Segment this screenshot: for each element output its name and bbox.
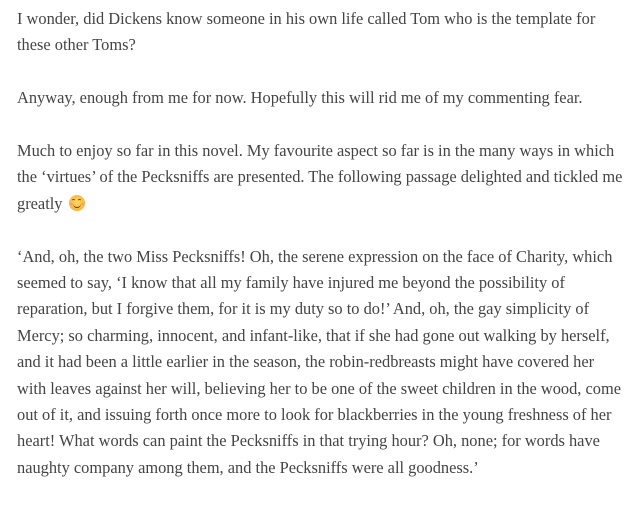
comment-body [17, 6, 623, 508]
comment-paragraph-3-text: Much to enjoy so far in this novel. My favourite aspect so far is in the many ways in which the ‘virtues’ of the Pecksniffs are presented. The following passage delighted and tickled me greatly [17, 141, 623, 213]
comment-quote-text: ‘And, oh, the two Miss Pecksniffs! Oh, the serene expression on the face of Charity, which seemed to say, ‘I know that all my family have injured me beyond the possibility of reparation, but I forgive them, for it is my duty so to do!’ And, oh, the gay simplicity of Mercy; so charming, innocent, and infant-like, that if she had gone out walking by herself, and it had been a little earlier in the season, the robin-redbreasts might have covered her with leaves against her will, believing her to be one of the sweet children in the wood, come out of it, and issuing forth once more to look for blackberries in the young freshness of her heart! What words can paint the Pecksniffs in that trying hour? Oh, none; for words have naughty company among them, and the Pecksniffs were all goodness.’ [17, 246, 621, 477]
comment-paragraph-3 [17, 138, 623, 217]
comment-paragraph-1 [17, 6, 623, 59]
comment-paragraph-2-text: Anyway, enough from me for now. Hopefully this will rid me of my commenting fear. [17, 88, 583, 108]
comment-paragraph-2 [17, 85, 623, 111]
comment-paragraph-1-text: I wonder, did Dickens know someone in his own life called Tom who is the template for these other Toms? [17, 9, 596, 55]
comment-quote-paragraph [17, 244, 623, 482]
smiling-face-emoji-icon [69, 195, 85, 211]
